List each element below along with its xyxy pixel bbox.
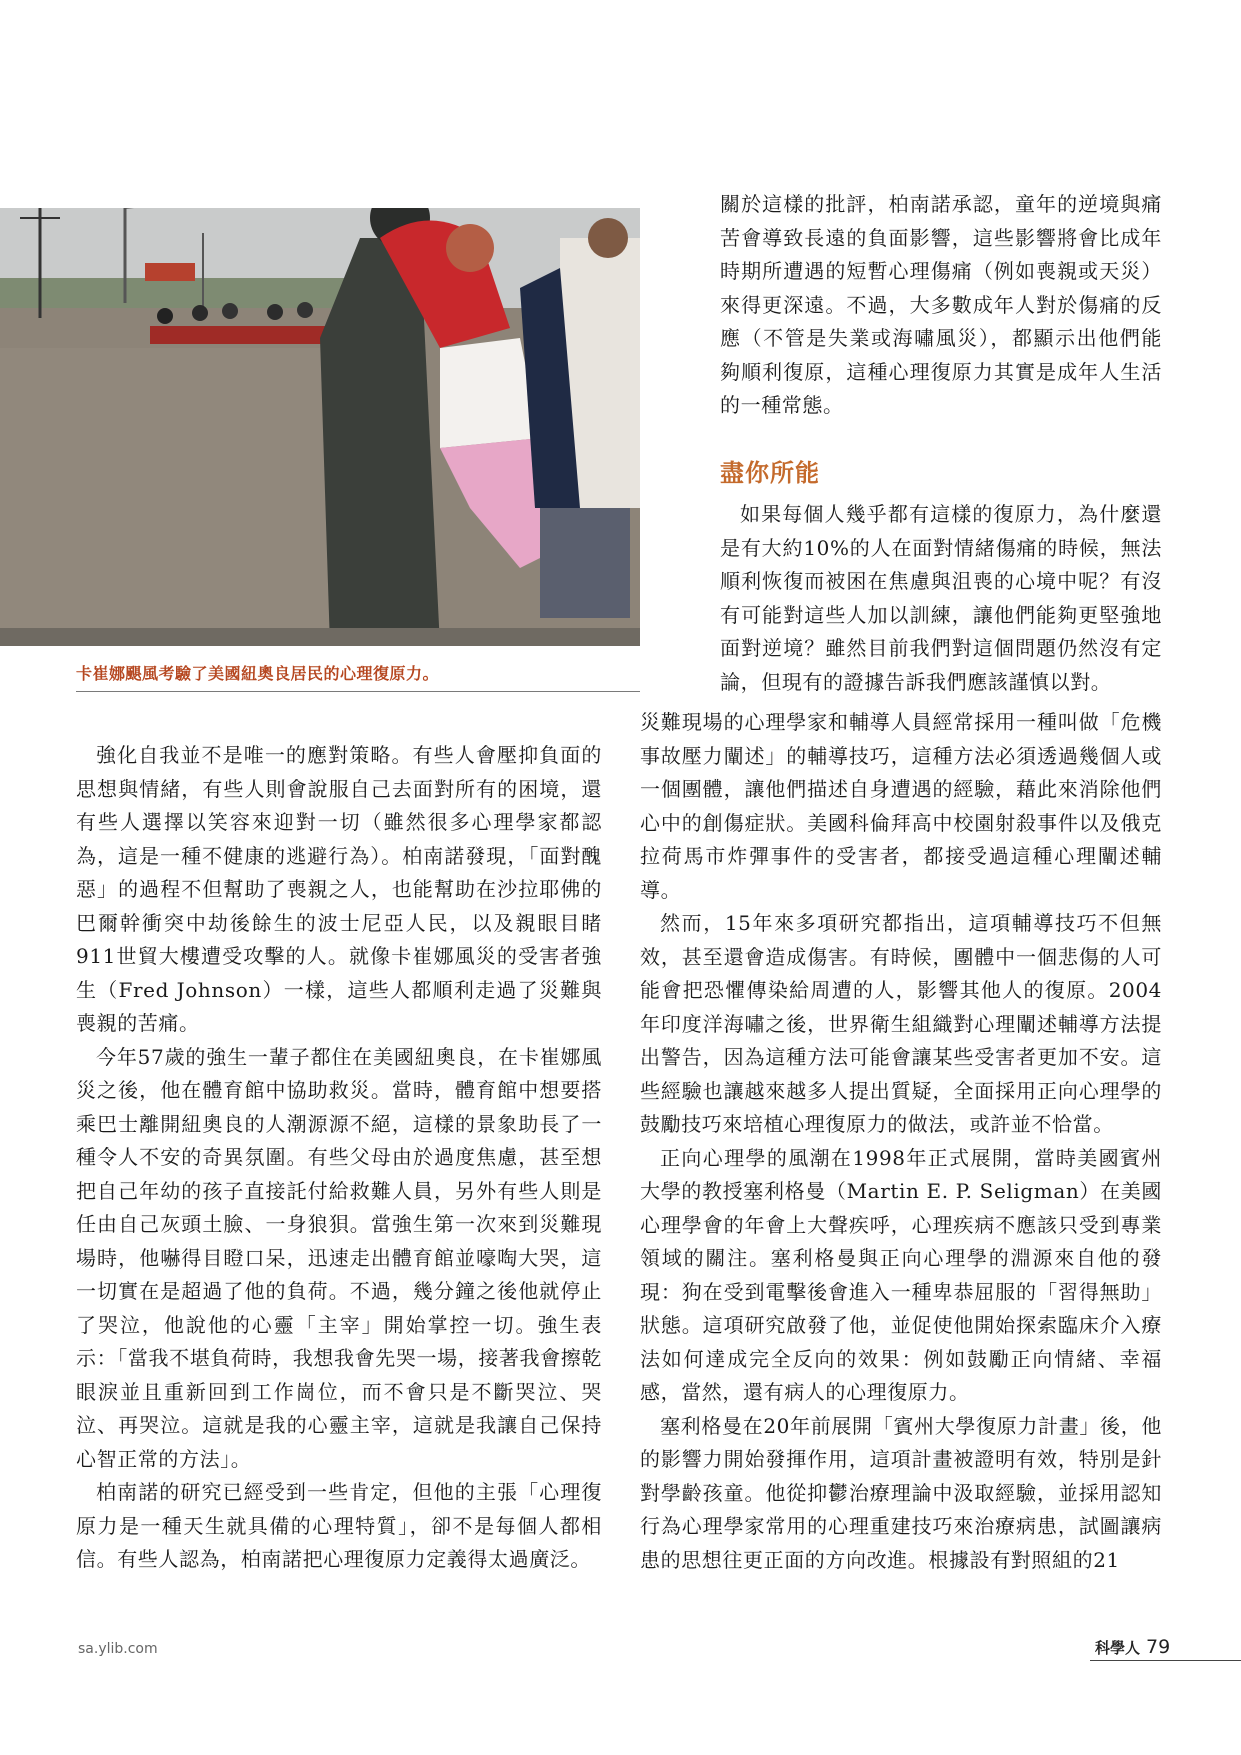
left-column — [76, 739, 602, 1577]
paragraph: 關於這樣的批評，柏南諾承認，童年的逆境與痛苦會導致長遠的負面影響，這些影響將會比成年時期所遭遇的短暫心理傷痛（例如喪親或天災）來得更深遠。不過，大多數成年人對於傷痛的反應（不管是失業或海嘯風災），都顯示出他們能夠順利復原，這種心理復原力其實是成年人生活的一種常態。 — [720, 192, 1162, 417]
page-number: 79 — [1146, 1636, 1171, 1658]
section-heading: 盡你所能 — [720, 459, 820, 487]
paragraph: 災難現場的心理學家和輔導人員經常採用一種叫做「危機事故壓力闡述」的輔導技巧，這種方法必須透過幾個人或一個團體，讓他們描述自身遭遇的經驗，藉此來消除他們心中的創傷症狀。美國科倫拜高中校園射殺事件以及俄克拉荷馬市炸彈事件的受害者，都接受過這種心理闡述輔導。 — [640, 710, 1162, 902]
paragraph: 柏南諾的研究已經受到一些肯定，但他的主張「心理復原力是一種天生就具備的心理特質」，卻不是每個人都相信。有些人認為，柏南諾把心理復原力定義得太過廣泛。 — [76, 1480, 602, 1571]
paragraph: 強化自我並不是唯一的應對策略。有些人會壓抑負面的思想與情緒，有些人則會說服自己去面對所有的困境，還有些人選擇以笑容來迎對一切（雖然很多心理學家都認為，這是一種不健康的逃避行為）。柏南諾發現，「面對醜惡」的過程不但幫助了喪親之人，也能幫助在沙拉耶佛的巴爾幹衝突中劫後餘生的波士尼亞人民，以及親眼目睹911世貿大樓遭受攻擊的人。就像卡崔娜風災的受害者強生（Fred Johnson）一樣，這些人都順利走過了災難與喪親的苦痛。 — [76, 743, 602, 1035]
footer-divider — [1090, 1660, 1241, 1661]
paragraph: 塞利格曼在20年前展開「賓州大學復原力計畫」後，他的影響力開始發揮作用，這項計畫被證明有效，特別是針對學齡孩童。他從抑鬱治療理論中汲取經驗，並採用認知行為心理學家常用的心理重建技巧來治療病患，試圖讓病患的思想往更正面的方向改進。根據設有對照組的21 — [640, 1413, 1162, 1572]
photo-caption: 卡崔娜颶風考驗了美國紐奧良居民的心理復原力。 — [76, 664, 440, 683]
right-column-middle — [720, 498, 1162, 699]
magazine-name: 科學人 — [1095, 1639, 1141, 1657]
right-column-bottom — [640, 706, 1162, 1577]
right-column-top — [720, 188, 1162, 423]
caption-divider — [76, 691, 640, 692]
article-photo — [0, 208, 640, 646]
paragraph: 正向心理學的風潮在1998年正式展開，當時美國賓州大學的教授塞利格曼（Martin E. P. Seligman）在美國心理學會的年會上大聲疾呼，心理疾病不應該只受到專業領域的關注。塞利格曼與正向心理學的淵源來自他的發現：狗在受到電擊後會進入一種卑恭屈服的「習得無助」狀態。這項研究啟發了他，並促使他開始探索臨床介入療法如何達成完全反向的效果：例如鼓勵正向情緒、幸福感，當然，還有病人的心理復原力。 — [640, 1145, 1162, 1404]
paragraph: 今年57歲的強生一輩子都住在美國紐奧良，在卡崔娜風災之後，他在體育館中協助救災。當時，體育館中想要搭乘巴士離開紐奧良的人潮源源不絕，這樣的景象助長了一種令人不安的奇異氛圍。有些父母由於過度焦慮，甚至想把自己年幼的孩子直接託付給救難人員，另外有些人則是任由自己灰頭土臉、一身狼狽。當強生第一次來到災難現場時，他嚇得目瞪口呆，迅速走出體育館並嚎啕大哭，這一切實在是超過了他的負荷。不過，幾分鐘之後他就停止了哭泣，他說他的心靈「主宰」開始掌控一切。強生表示：「當我不堪負荷時，我想我會先哭一場，接著我會擦乾眼淚並且重新回到工作崗位，而不會只是不斷哭泣、哭泣、再哭泣。這就是我的心靈主宰，這就是我讓自己保持心智正常的方法」。 — [76, 1044, 602, 1471]
site-url: sa.ylib.com — [78, 1641, 158, 1657]
paragraph: 然而，15年來多項研究都指出，這項輔導技巧不但無效，甚至還會造成傷害。有時候，團體中一個悲傷的人可能會把恐懼傳染給周遭的人，影響其他人的復原。2004年印度洋海嘯之後，世界衛生組織對心理闡述輔導方法提出警告，因為這種方法可能會讓某些受害者更加不安。這些經驗也讓越來越多人提出質疑，全面採用正向心理學的鼓勵技巧來培植心理復原力的做法，或許並不恰當。 — [640, 911, 1162, 1136]
page-footer — [1095, 1636, 1170, 1658]
paragraph: 如果每個人幾乎都有這樣的復原力，為什麼還是有大約10%的人在面對情緒傷痛的時候，無法順利恢復而被困在焦慮與沮喪的心境中呢？有沒有可能對這些人加以訓練，讓他們能夠更堅強地面對逆境？雖然目前我們對這個問題仍然沒有定論，但現有的證據告訴我們應該謹慎以對。 — [720, 502, 1162, 694]
